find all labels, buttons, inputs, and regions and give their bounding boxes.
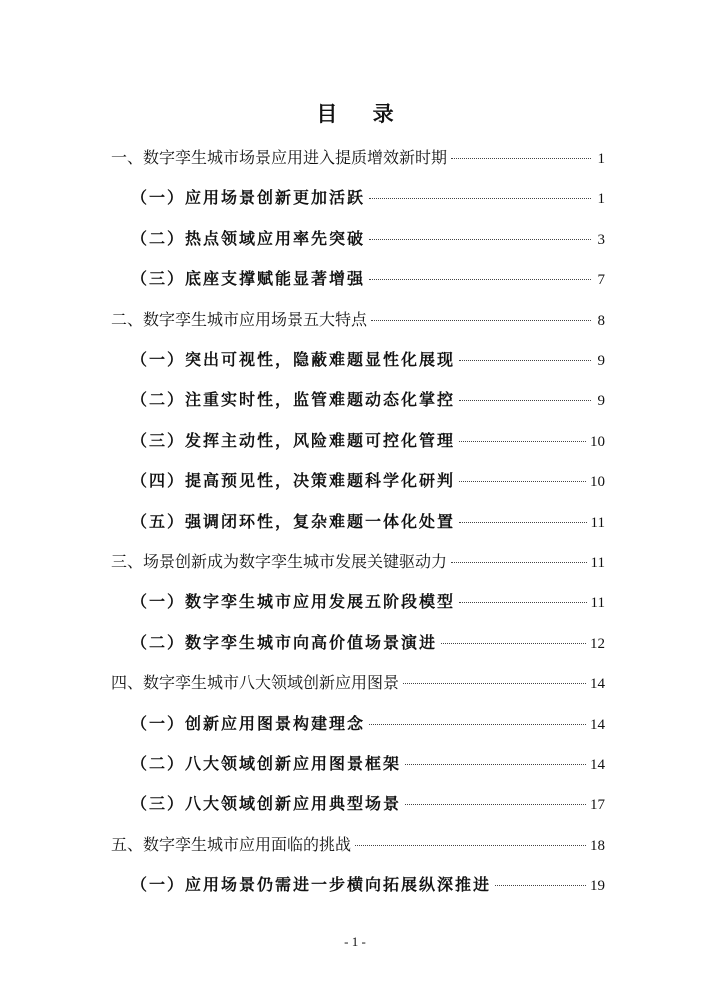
- toc-entry-label: （一）数字孪生城市应用发展五阶段模型: [131, 592, 456, 612]
- dot-leader: [369, 198, 591, 199]
- toc-section-entry[interactable]: [131, 429, 605, 453]
- toc-entry-label: 五、数字孪生城市应用面临的挑战: [111, 834, 352, 854]
- dot-leader: [451, 562, 587, 563]
- toc-section-entry[interactable]: [131, 873, 605, 897]
- toc-section-entry[interactable]: [131, 469, 605, 493]
- toc-section-entry[interactable]: [131, 752, 605, 776]
- toc-entry-label: （二）数字孪生城市向高价值场景演进: [131, 632, 438, 652]
- toc-entry-label: （一）突出可视性，隐蔽难题显性化展现: [131, 350, 456, 369]
- dot-leader: [459, 400, 591, 401]
- toc-chapter-entry[interactable]: [111, 833, 605, 857]
- toc-section-entry[interactable]: [131, 348, 605, 372]
- toc-entry-label: （二）八大领域创新应用图景框架: [131, 754, 402, 773]
- dot-leader: [459, 360, 591, 361]
- dot-leader: [403, 683, 586, 684]
- toc-entry-label: 二、数字孪生城市应用场景五大特点: [111, 309, 368, 329]
- toc-entry-page-number: 18: [590, 837, 605, 854]
- toc-section-entry[interactable]: [131, 631, 605, 655]
- toc-chapter-entry[interactable]: [111, 146, 605, 170]
- toc-entry-page-number: 3: [597, 231, 605, 248]
- toc-entry-page-number: 9: [597, 353, 605, 369]
- toc-section-entry[interactable]: [131, 388, 605, 412]
- toc-entry-label: （二）注重实时性，监管难题动态化掌控: [131, 390, 456, 410]
- toc-chapter-entry[interactable]: [111, 550, 605, 574]
- dot-leader: [355, 845, 586, 846]
- dot-leader: [459, 522, 587, 523]
- toc-entry-label: 三、场景创新成为数字孪生城市发展关键驱动力: [111, 552, 448, 571]
- toc-entry-label: 四、数字孪生城市八大领域创新应用图景: [111, 673, 400, 693]
- toc-entry-label: （三）底座支撑赋能显著增强: [131, 269, 366, 289]
- toc-entry-page-number: 1: [597, 151, 605, 167]
- toc-entry-page-number: 11: [590, 555, 605, 571]
- toc-entry-label: （二）热点领域应用率先突破: [131, 228, 366, 248]
- dot-leader: [369, 279, 591, 280]
- toc-entry-page-number: 17: [590, 797, 605, 814]
- toc-entry-label: （四）提高预见性，决策难题科学化研判: [131, 471, 456, 491]
- toc-section-entry[interactable]: [131, 590, 605, 614]
- toc-entry-page-number: 10: [590, 433, 605, 450]
- dot-leader: [451, 158, 591, 159]
- dot-leader: [459, 481, 586, 482]
- toc-entry-page-number: 11: [590, 514, 605, 531]
- toc-chapter-entry[interactable]: [111, 308, 605, 332]
- page-number-footer: - 1 -: [344, 934, 366, 949]
- toc-entry-page-number: 14: [590, 716, 605, 733]
- toc-entry-label: 一、数字孪生城市场景应用进入提质增效新时期: [111, 148, 448, 167]
- toc-entry-page-number: 14: [590, 676, 605, 693]
- dot-leader: [405, 804, 586, 805]
- dot-leader: [459, 602, 587, 603]
- toc-section-entry[interactable]: [131, 712, 605, 736]
- toc-entry-label: （三）发挥主动性，风险难题可控化管理: [131, 430, 456, 450]
- toc-section-entry[interactable]: [131, 186, 605, 210]
- toc-entry-page-number: 11: [590, 595, 605, 612]
- toc-section-entry[interactable]: [131, 227, 605, 251]
- toc-entry-label: （五）强调闭环性，复杂难题一体化处置: [131, 511, 456, 531]
- toc-entry-page-number: 19: [590, 878, 605, 895]
- toc-entry-label: （一）创新应用图景构建理念: [131, 713, 366, 733]
- toc-entry-page-number: 14: [590, 757, 605, 773]
- dot-leader: [371, 320, 591, 321]
- toc-chapter-entry[interactable]: [111, 671, 605, 695]
- toc-entry-page-number: 12: [590, 635, 605, 652]
- dot-leader: [369, 724, 586, 725]
- toc-entry-page-number: 9: [597, 393, 605, 410]
- toc-entry-label: （一）应用场景创新更加活跃: [131, 188, 366, 208]
- toc-entry-page-number: 8: [597, 312, 605, 329]
- toc-entry-page-number: 1: [597, 191, 605, 208]
- dot-leader: [369, 239, 591, 240]
- toc-section-entry[interactable]: [131, 267, 605, 291]
- toc-section-entry[interactable]: [131, 510, 605, 534]
- toc-entry-label: （一）应用场景仍需进一步横向拓展纵深推进: [131, 875, 492, 895]
- dot-leader: [459, 441, 586, 442]
- dot-leader: [405, 764, 586, 765]
- dot-leader: [495, 885, 586, 886]
- toc-title: 目 录: [316, 102, 408, 126]
- toc-section-entry[interactable]: [131, 792, 605, 816]
- toc-entry-page-number: 7: [597, 272, 605, 289]
- toc-entry-page-number: 10: [590, 474, 605, 491]
- toc-entry-label: （三）八大领域创新应用典型场景: [131, 794, 402, 814]
- dot-leader: [441, 643, 586, 644]
